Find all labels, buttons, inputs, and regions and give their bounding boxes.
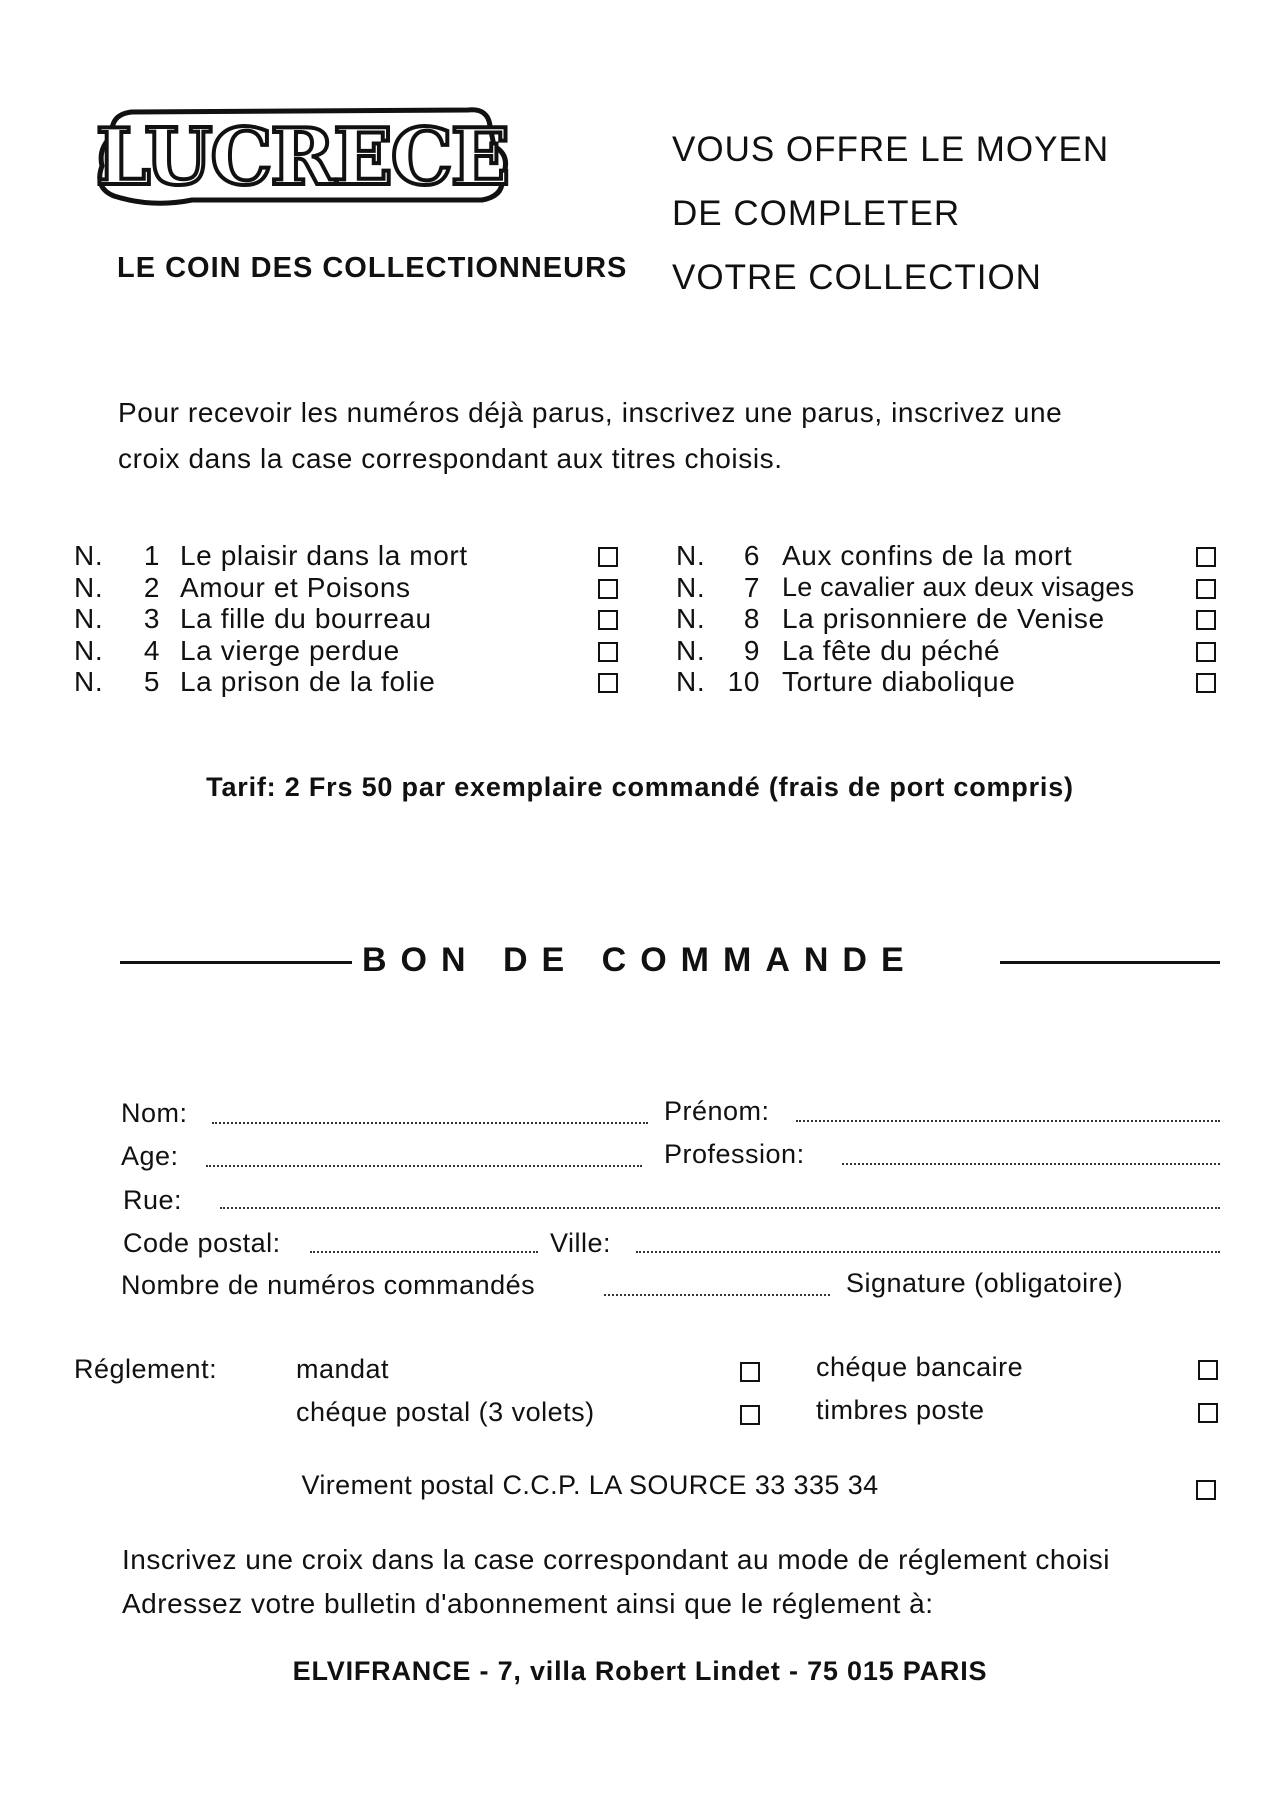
payment-cheque-postal-label: chéque postal (3 volets) — [296, 1397, 595, 1427]
profession-label: Profession: — [664, 1139, 805, 1169]
title-checkbox[interactable] — [598, 642, 618, 662]
title-prefix: N. — [74, 634, 104, 666]
rue-label: Rue: — [123, 1185, 183, 1215]
ville-label: Ville: — [550, 1228, 612, 1258]
titles-list-right — [676, 540, 1232, 698]
title-name: Le cavalier aux deux visages — [782, 571, 1135, 602]
instruction-line: Inscrivez une croix dans la case correspondant au mode de réglement choisi — [122, 1544, 1110, 1575]
title-number: 6 — [743, 540, 760, 571]
title-number: 7 — [743, 571, 760, 603]
titles-list-left — [74, 540, 634, 698]
lucrece-logo — [92, 96, 512, 216]
title-checkbox[interactable] — [1196, 579, 1216, 599]
offer-line: DE COMPLETER — [672, 194, 961, 233]
title-prefix: N. — [74, 603, 104, 634]
mailing-address: ELVIFRANCE - 7, villa Robert Lindet - 75 015 PARIS — [292, 1656, 988, 1686]
code-postal-field[interactable] — [310, 1251, 538, 1253]
title-prefix: N. — [676, 603, 706, 634]
nom-field[interactable] — [212, 1122, 648, 1124]
nom-label: Nom: — [121, 1098, 188, 1128]
order-title-rule-left — [120, 961, 352, 964]
prenom-field[interactable] — [796, 1120, 1220, 1122]
collectors-corner-subtitle: LE COIN DES COLLECTIONNEURS — [117, 252, 628, 284]
title-row — [676, 540, 1232, 572]
title-checkbox[interactable] — [1196, 610, 1216, 630]
profession-field[interactable] — [842, 1163, 1220, 1165]
rue-field[interactable] — [220, 1207, 1220, 1209]
title-row — [74, 635, 634, 667]
order-form-title: BON DE COMMANDE — [362, 941, 918, 979]
title-name: Amour et Poisons — [180, 571, 411, 603]
title-name: La vierge perdue — [180, 634, 400, 666]
title-name: La prisonniere de Venise — [782, 603, 1105, 634]
title-row — [74, 666, 634, 698]
title-name: Le plaisir dans la mort — [180, 540, 468, 571]
logo-text: LUCRECE — [95, 112, 509, 203]
title-name: La prison de la folie — [180, 666, 436, 697]
nombre-field[interactable] — [604, 1294, 830, 1296]
nombre-label: Nombre de numéros commandés — [121, 1270, 536, 1300]
title-name: Torture diabolique — [782, 666, 1016, 697]
payment-timbres-checkbox[interactable] — [1198, 1403, 1218, 1423]
title-number: 1 — [143, 540, 160, 571]
title-number: 9 — [743, 634, 760, 666]
title-prefix: N. — [676, 571, 706, 603]
payment-mandat-label: mandat — [296, 1354, 390, 1384]
age-field[interactable] — [206, 1165, 642, 1167]
title-number: 10 — [727, 666, 760, 697]
title-checkbox[interactable] — [1196, 673, 1216, 693]
intro-paragraph — [118, 390, 1218, 482]
title-prefix: N. — [74, 540, 104, 571]
title-number: 5 — [143, 666, 160, 697]
payment-virement-label: Virement postal C.C.P. LA SOURCE 33 335 34 — [301, 1470, 879, 1500]
lucrece-logo-art — [92, 96, 512, 216]
title-row — [676, 603, 1232, 635]
age-label: Age: — [121, 1141, 179, 1171]
instructions — [122, 1538, 1110, 1626]
intro-line: croix dans la case correspondant aux titres choisis. — [118, 443, 783, 474]
intro-line: Pour recevoir les numéros déjà parus, inscrivez une parus, inscrivez une — [118, 397, 1063, 428]
offer-line: VOUS OFFRE LE MOYEN — [672, 130, 1110, 169]
payment-timbres-label: timbres poste — [816, 1395, 985, 1425]
title-checkbox[interactable] — [598, 610, 618, 630]
title-prefix: N. — [676, 666, 706, 697]
title-checkbox[interactable] — [598, 579, 618, 599]
title-prefix: N. — [74, 666, 104, 697]
offer-text — [672, 118, 1109, 310]
title-prefix: N. — [676, 634, 706, 666]
title-checkbox[interactable] — [598, 547, 618, 567]
title-checkbox[interactable] — [1196, 547, 1216, 567]
title-name: Aux confins de la mort — [782, 540, 1073, 571]
title-row — [74, 572, 634, 604]
offer-line: VOTRE COLLECTION — [672, 258, 1042, 297]
ville-field[interactable] — [636, 1251, 1220, 1253]
title-row — [676, 572, 1232, 604]
title-row — [676, 635, 1232, 667]
title-prefix: N. — [74, 571, 104, 603]
title-checkbox[interactable] — [598, 673, 618, 693]
title-name: La fête du péché — [782, 634, 1001, 666]
payment-cheque-bancaire-checkbox[interactable] — [1198, 1360, 1218, 1380]
payment-virement-checkbox[interactable] — [1196, 1480, 1216, 1500]
title-row — [74, 540, 634, 572]
tarif-text: Tarif: 2 Frs 50 par exemplaire commandé (frais de port compris) — [206, 772, 1074, 802]
order-title-rule-right — [1000, 961, 1220, 964]
instruction-line: Adressez votre bulletin d'abonnement ainsi que le réglement à: — [122, 1588, 934, 1619]
code-postal-label: Code postal: — [123, 1228, 281, 1258]
payment-mandat-checkbox[interactable] — [740, 1362, 760, 1382]
title-name: La fille du bourreau — [180, 603, 432, 634]
prenom-label: Prénom: — [664, 1096, 770, 1126]
title-checkbox[interactable] — [1196, 642, 1216, 662]
payment-cheque-postal-checkbox[interactable] — [740, 1405, 760, 1425]
title-prefix: N. — [676, 540, 706, 571]
title-number: 2 — [143, 571, 160, 603]
title-row — [74, 603, 634, 635]
title-number: 3 — [143, 603, 160, 634]
title-row — [676, 666, 1232, 698]
payment-label: Réglement: — [74, 1354, 218, 1384]
title-number: 4 — [143, 634, 160, 666]
payment-cheque-bancaire-label: chéque bancaire — [816, 1352, 1024, 1382]
signature-label: Signature (obligatoire) — [846, 1268, 1124, 1298]
title-number: 8 — [743, 603, 760, 634]
